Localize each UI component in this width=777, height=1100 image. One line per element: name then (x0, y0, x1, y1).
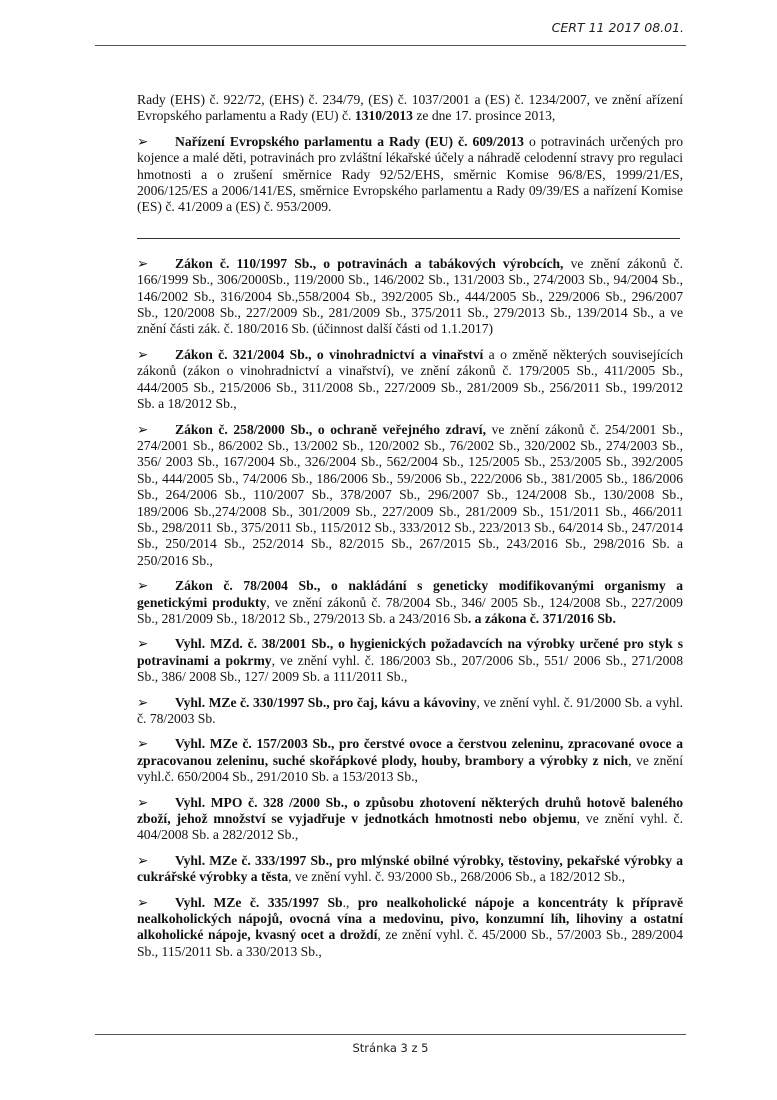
page-footer (95, 1034, 686, 1055)
bold-text: Vyhl. MZd. č. 38/2001 Sb., o hygienických požadavcích na výrobky určené pro styk s potravinami a pokrmy (137, 636, 683, 668)
list-item (137, 347, 683, 413)
text: , ve znění vyhl. č. 186/2003 Sb., 207/2006 Sb., 551/ 2006 Sb., 271/2008 Sb., 386/ 2008 Sb., 127/ 2009 Sb. a 111/2011 Sb., (137, 652, 683, 685)
bold-text: Zákon č. 321/2004 Sb., o vinohradnictví a vinařství (175, 346, 484, 362)
arrow-bullet-icon: ➢ (137, 636, 149, 652)
text: , ve znění zákonů č. 78/2004 Sb., 346/ 2005 Sb., 124/2008 Sb., 227/2009 Sb., 281/2009 Sb., 18/2012 Sb., 279/2013 Sb. a 243/2016 Sb (137, 594, 683, 626)
regulation-list (137, 134, 683, 216)
list-item (137, 695, 683, 728)
text: , ve znění vyhl. č. 91/2000 Sb. a vyhl. č. 78/2003 Sb. (137, 694, 683, 726)
bold-text: Vyhl. MPO č. 328 /2000 Sb., o způsobu zhotovení některých druhů hotově baleného zboží, jehož množství se vyjadřuje v jednotkách hmotnosti nebo objemu (137, 794, 683, 827)
arrow-bullet-icon: ➢ (137, 578, 149, 594)
bold-text: Zákon č. 258/2000 Sb., o ochraně veřejného zdraví, (175, 421, 486, 437)
list-item (137, 422, 683, 570)
text: ze dne 17. prosince 2013, (412, 108, 556, 124)
bold-text: Vyhl. MZe č. 157/2003 Sb., pro čerstvé ovoce a čerstvou zeleninu, zpracované ovoce a zpracovanou zeleninu, suché skořápkové plody, houby, brambory a výrobky z nich (137, 736, 683, 768)
list-item (137, 636, 683, 685)
arrow-bullet-icon: ➢ (137, 346, 149, 362)
list-item (137, 736, 683, 785)
list-item (137, 895, 683, 961)
text: o potravinách určených pro kojence a malé děti, potravinách pro zvláštní lékařské účely a náhradě celodenní stravy pro regulaci hmotnosti a o zrušení směrnice Rady 92/52/EHS, směrnic Komise 96/8/ES, 1999/21/ES, 2006/125/ES a 2006/141/ES, směrnice Evropského parlamentu a Rady 09/39/ES a nařízení Komise (ES) č. 41/2009 a (ES) č. 953/2009. (137, 133, 684, 215)
list-item (137, 578, 683, 627)
arrow-bullet-icon: ➢ (137, 694, 149, 710)
page-number: Stránka 3 z 5 (352, 1041, 429, 1055)
arrow-bullet-icon: ➢ (137, 421, 149, 437)
bold-text: . a zákona č. 371/2016 Sb. (467, 610, 616, 626)
list-item (137, 134, 683, 216)
page-header (95, 16, 686, 46)
bold-text: 1310/2013 (354, 108, 413, 124)
document-code: CERT 11 2017 08.01. (551, 20, 684, 35)
arrow-bullet-icon: ➢ (137, 894, 149, 910)
bold-text: Vyhl. MZe č. 335/1997 Sb (175, 894, 343, 910)
intro-paragraph (137, 92, 683, 125)
arrow-bullet-icon: ➢ (137, 852, 149, 868)
law-list (137, 256, 683, 960)
text: , ve znění vyhl. č. 404/2008 Sb. a 282/2012 Sb., (137, 811, 683, 843)
list-item (137, 256, 683, 338)
arrow-bullet-icon: ➢ (137, 133, 149, 149)
bold-text: pro nealkoholické nápoje a koncentráty k přípravě nealkoholických nápojů, ovocná vína a medovinu, pivo, konzumní líh, lihoviny a ostatní alkoholické nápoje, kvasný ocet a droždí (137, 894, 683, 943)
arrow-bullet-icon: ➢ (137, 736, 149, 752)
arrow-bullet-icon: ➢ (137, 794, 149, 810)
list-item (137, 853, 683, 886)
text: , ve znění vyhl.č. 650/2004 Sb., 291/2010 Sb. a 153/2013 Sb., (137, 752, 683, 785)
bold-text: Vyhl. MZe č. 333/1997 Sb., pro mlýnské obilné výrobky, těstoviny, pekařské výrobky a cukrářské výrobky a těsta (137, 852, 683, 885)
text: , ze znění vyhl. č. 45/2000 Sb., 57/2003 Sb., 289/2004 Sb., 115/2011 Sb. a 330/2013 Sb., (137, 927, 683, 959)
bold-text: Nařízení Evropského parlamentu a Rady (EU) č. 609/2013 (175, 133, 524, 149)
bold-text: Zákon č. 78/2004 Sb., o nakládání s geneticky modifikovanými organismy a genetickými produkty (137, 578, 683, 610)
arrow-bullet-icon: ➢ (137, 255, 149, 271)
text: ., (342, 894, 358, 910)
text: Rady (EHS) č. 922/72, (EHS) č. 234/79, (ES) č. 1037/2001 a (ES) č. 1234/2007, ve znění ařízení Evropského parlamentu a Rady (EU) č. (137, 92, 683, 124)
document-body (137, 92, 683, 969)
bold-text: Zákon č. 110/1997 Sb., o potravinách a tabákových výrobcích, (175, 255, 564, 271)
bold-text: Vyhl. MZe č. 330/1997 Sb., pro čaj, kávu a kávoviny (175, 694, 477, 710)
text: a o změně některých souvisejících zákonů (zákon o vinohradnictví a vinařství), ve znění zákonů č. 179/2005 Sb., 411/2005 Sb., 444/2005 Sb., 215/2006 Sb., 311/2008 Sb., 227/2009 Sb., 281/2009 Sb., 256/2011 Sb., 199/2012 Sb. a 18/2012 Sb., (137, 346, 683, 412)
list-item (137, 795, 683, 844)
section-divider (137, 238, 680, 239)
text: , ve znění vyhl. č. 93/2000 Sb., 268/2006 Sb., a 182/2012 Sb., (288, 869, 625, 885)
text: ve znění zákonů č. 254/2001 Sb., 274/2001 Sb., 86/2002 Sb., 13/2002 Sb., 120/2002 Sb., 76/2002 Sb., 320/2002 Sb., 274/2003 Sb., 356/ 2003 Sb., 167/2004 Sb., 326/2004 Sb., 562/2004 Sb., 125/2005 Sb., 253/2005 Sb., 392/2005 Sb., 444/2005 Sb., 74/2006 Sb., 186/2006 Sb., 59/2006 Sb., 222/2006 Sb., 381/2005 Sb., 186/2006 Sb., 264/2006 Sb., 110/2007 Sb., 378/2007 Sb., 296/2007 Sb., 124/2008 Sb., 130/2008 Sb., 189/2006 Sb.,274/2008 Sb., 301/2009 Sb., 227/2009 Sb., 281/2009 Sb., 151/2011 Sb., 466/2011 Sb., 298/2011 Sb., 375/2011 Sb., 115/2012 Sb., 333/2012 Sb., 223/2013 Sb., 64/2014 Sb., 247/2014 Sb., 250/2014 Sb., 252/2014 Sb., 82/2015 Sb., 267/2015 Sb., 243/2016 Sb., 298/2016 Sb. a 250/2016 Sb., (137, 421, 683, 568)
text: ve znění zákonů č. 166/1999 Sb., 306/2000Sb., 119/2000 Sb., 146/2002 Sb., 131/2003 Sb., 274/2003 Sb., 94/2004 Sb., 146/2002 Sb., 316/2004 Sb.,558/2004 Sb., 392/2005 Sb., 444/2005 Sb., 229/2006 Sb., 296/2007 Sb., 120/2008 Sb., 227/2009 Sb., 281/2009 Sb., 375/2011 Sb., 279/2013 Sb., 139/2014 Sb., a ve znění části zák. č. 180/2016 Sb. (účinnost další části od 1.1.2017) (137, 255, 683, 337)
